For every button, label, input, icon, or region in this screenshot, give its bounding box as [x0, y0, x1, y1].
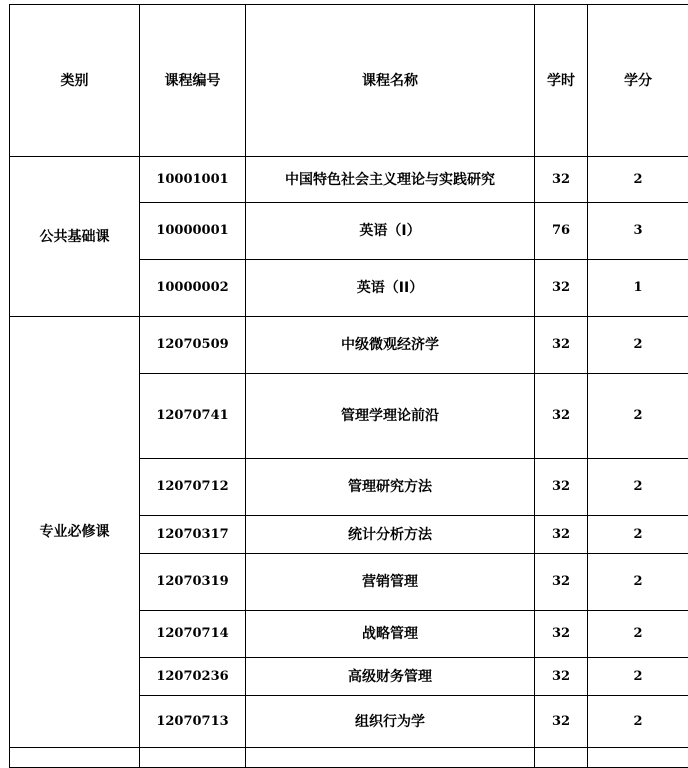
course-hours: 32 [535, 554, 588, 611]
course-hours: 32 [535, 459, 588, 516]
course-name: 营销管理 [246, 554, 535, 611]
course-name: 英语（I） [246, 203, 535, 260]
course-hours: 32 [535, 317, 588, 374]
course-hours: 32 [535, 696, 588, 748]
category-cell: 专业必修课 [10, 317, 140, 748]
course-name: 统计分析方法 [246, 516, 535, 554]
course-credits: 1 [588, 260, 688, 317]
course-hours: 32 [535, 374, 588, 459]
course-hours: 32 [535, 260, 588, 317]
course-credits: 2 [588, 554, 688, 611]
course-name: 中国特色社会主义理论与实践研究 [246, 157, 535, 203]
course-name: 管理学理论前沿 [246, 374, 535, 459]
course-code: 10000002 [140, 260, 246, 317]
course-credits: 2 [588, 516, 688, 554]
table-row [10, 317, 688, 374]
course-hours: 76 [535, 203, 588, 260]
course-credits: 2 [588, 696, 688, 748]
course-hours: 32 [535, 516, 588, 554]
table-row-partial [10, 748, 688, 768]
course-name: 高级财务管理 [246, 658, 535, 696]
course-code: 12070236 [140, 658, 246, 696]
course-hours: 32 [535, 611, 588, 658]
course-credits: 2 [588, 611, 688, 658]
course-credits: 3 [588, 203, 688, 260]
course-name: 管理研究方法 [246, 459, 535, 516]
course-code: 12070713 [140, 696, 246, 748]
course-code: 12070319 [140, 554, 246, 611]
course-code: 12070317 [140, 516, 246, 554]
category-cell: 公共基础课 [10, 157, 140, 317]
course-hours: 32 [535, 157, 588, 203]
header-name: 课程名称 [246, 5, 535, 157]
table-row [10, 157, 688, 203]
header-credits: 学分 [588, 5, 688, 157]
course-code: 10000001 [140, 203, 246, 260]
header-row [10, 5, 688, 157]
course-name: 中级微观经济学 [246, 317, 535, 374]
course-credits: 2 [588, 459, 688, 516]
course-code: 10001001 [140, 157, 246, 203]
course-credits: 2 [588, 317, 688, 374]
course-code: 12070509 [140, 317, 246, 374]
course-name: 英语（II） [246, 260, 535, 317]
course-code: 12070712 [140, 459, 246, 516]
course-code: 12070741 [140, 374, 246, 459]
header-code: 课程编号 [140, 5, 246, 157]
course-hours: 32 [535, 658, 588, 696]
header-category: 类别 [10, 5, 140, 157]
course-credits: 2 [588, 374, 688, 459]
header-hours: 学时 [535, 5, 588, 157]
course-credits: 2 [588, 157, 688, 203]
course-code: 12070714 [140, 611, 246, 658]
course-name: 战略管理 [246, 611, 535, 658]
course-name: 组织行为学 [246, 696, 535, 748]
course-table [9, 4, 688, 768]
course-credits: 2 [588, 658, 688, 696]
